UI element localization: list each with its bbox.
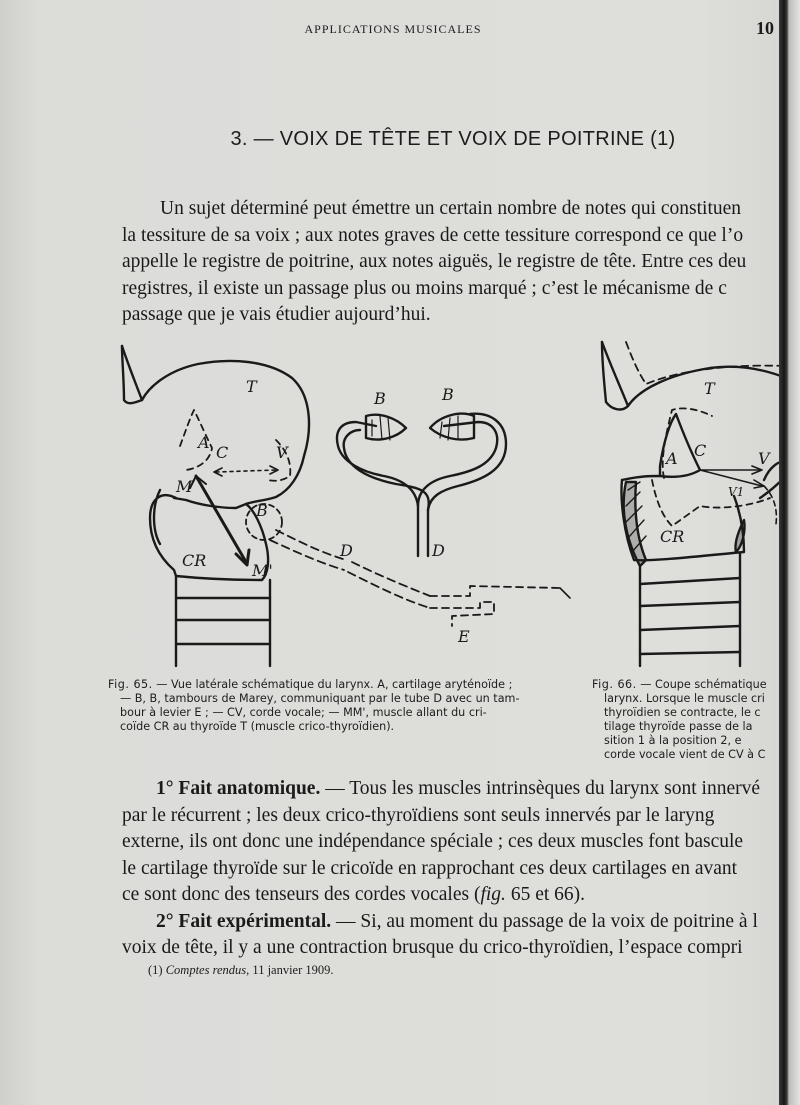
caption-fig66-number: Fig. 66. xyxy=(592,678,637,691)
caption-fig66 xyxy=(592,678,786,762)
caption-fig65-number: Fig. 65. xyxy=(108,678,153,691)
intro-paragraph xyxy=(122,196,746,329)
larynx-figures xyxy=(0,330,786,680)
caption-fig65-line: bour à levier E ; — CV, corde vocale; — MM', muscle allant du cri- xyxy=(120,706,487,719)
caption-fig66-line: larynx. Lorsque le muscle cri xyxy=(604,692,765,705)
label-tambour-B-right: B xyxy=(442,385,454,404)
caption-fig66-line: sition 1 à la position 2, e xyxy=(604,734,742,747)
label-fig66-V: V xyxy=(758,449,770,468)
footnote-source: Comptes rendus xyxy=(165,963,247,977)
body-line: 65 et 66). xyxy=(505,884,586,905)
chapter-title: 3. — VOIX DE TÊTE ET VOIX DE POITRINE (1) xyxy=(230,128,676,150)
label-fig65-M-prime: M' xyxy=(252,561,273,580)
body-line: — Tous les muscles intrinsèques du larynx sont innervé xyxy=(320,778,761,799)
label-fig65-C: C xyxy=(216,443,229,462)
caption-fig66-line: thyroïdien se contracte, le c xyxy=(604,706,761,719)
label-fig65-T: T xyxy=(246,377,257,396)
label-fig65-B: B xyxy=(256,501,268,520)
running-head: APPLICATIONS MUSICALES xyxy=(304,22,482,36)
label-fig66-CR: CR xyxy=(660,527,685,546)
heading-fait-anatomique: 1° Fait anatomique. xyxy=(156,778,321,799)
fig-reference: fig. xyxy=(480,884,506,905)
book-spine-shadow xyxy=(779,0,800,1105)
heading-fait-experimental: 2° Fait expérimental. xyxy=(156,910,332,932)
caption-fig66-line: corde vocale vient de CV à C xyxy=(604,748,766,761)
label-fig66-V1: V1 xyxy=(728,485,745,499)
footnote-date: , 11 janvier 1909. xyxy=(246,963,334,977)
intro-line: appelle le registre de poitrine, aux notes aiguës, le registre de tête. Entre ces deu xyxy=(122,251,747,272)
body-line: voix de tête, il y a une contraction brusque du crico-thyroïdien, l’espace compri xyxy=(122,937,743,958)
body-line: — Si, au moment du passage de la voix de poitrine à l xyxy=(331,910,758,932)
label-fig66-T: T xyxy=(704,379,715,398)
label-fig65-V: V xyxy=(276,443,288,462)
intro-line: registres, il existe un passage plus ou moins marqué ; c’est le mécanisme de c xyxy=(122,277,727,299)
caption-fig66-line: — Coupe schématique xyxy=(640,678,767,691)
fig65-larynx-drawing xyxy=(122,346,570,666)
marey-tambours-drawing xyxy=(337,414,506,556)
intro-line: passage que je vais étudier aujourd’hui. xyxy=(122,304,431,325)
body-line: le cartilage thyroïde sur le cricoïde en rapprochant ces deux cartilages en avant xyxy=(122,857,738,879)
label-fig65-A: A xyxy=(198,433,210,452)
footnote xyxy=(148,963,334,978)
body-line: externe, ils ont donc une indépendance spéciale ; ces deux muscles font bascule xyxy=(122,831,744,852)
label-fig66-A: A xyxy=(666,449,678,468)
intro-line: Un sujet déterminé peut émettre un certain nombre de notes qui constituen xyxy=(160,198,742,219)
body-line: ce sont donc des tenseurs des cordes vocales ( xyxy=(122,884,481,905)
caption-fig65 xyxy=(108,678,520,734)
label-tambour-D: D xyxy=(432,541,445,560)
body-paragraph xyxy=(122,776,760,962)
label-fig65-D: D xyxy=(340,541,353,560)
caption-fig66-line: tilage thyroïde passe de la xyxy=(604,720,753,733)
caption-fig65-line: — B, B, tambours de Marey, communiquant par le tube D avec un tam- xyxy=(120,692,520,705)
label-fig65-M: M xyxy=(176,477,193,496)
label-fig65-E: E xyxy=(458,627,470,646)
fig66-larynx-drawing xyxy=(602,342,786,666)
page-number: 10 xyxy=(756,18,774,38)
caption-fig65-line: coïde CR au thyroïde T (muscle crico-thyroïdien). xyxy=(120,720,395,733)
caption-fig65-line: — Vue latérale schématique du larynx. A, cartilage aryténoïde ; xyxy=(156,678,513,691)
label-fig66-C: C xyxy=(694,441,707,460)
label-tambour-B-left: B xyxy=(374,389,386,408)
label-fig65-CR: CR xyxy=(182,551,207,570)
footnote-marker: (1) xyxy=(148,963,166,977)
intro-line: la tessiture de sa voix ; aux notes graves de cette tessiture correspond ce que l’o xyxy=(122,224,744,246)
body-line: par le récurrent ; les deux crico-thyroïdiens sont seuls innervés par le laryng xyxy=(122,804,715,826)
